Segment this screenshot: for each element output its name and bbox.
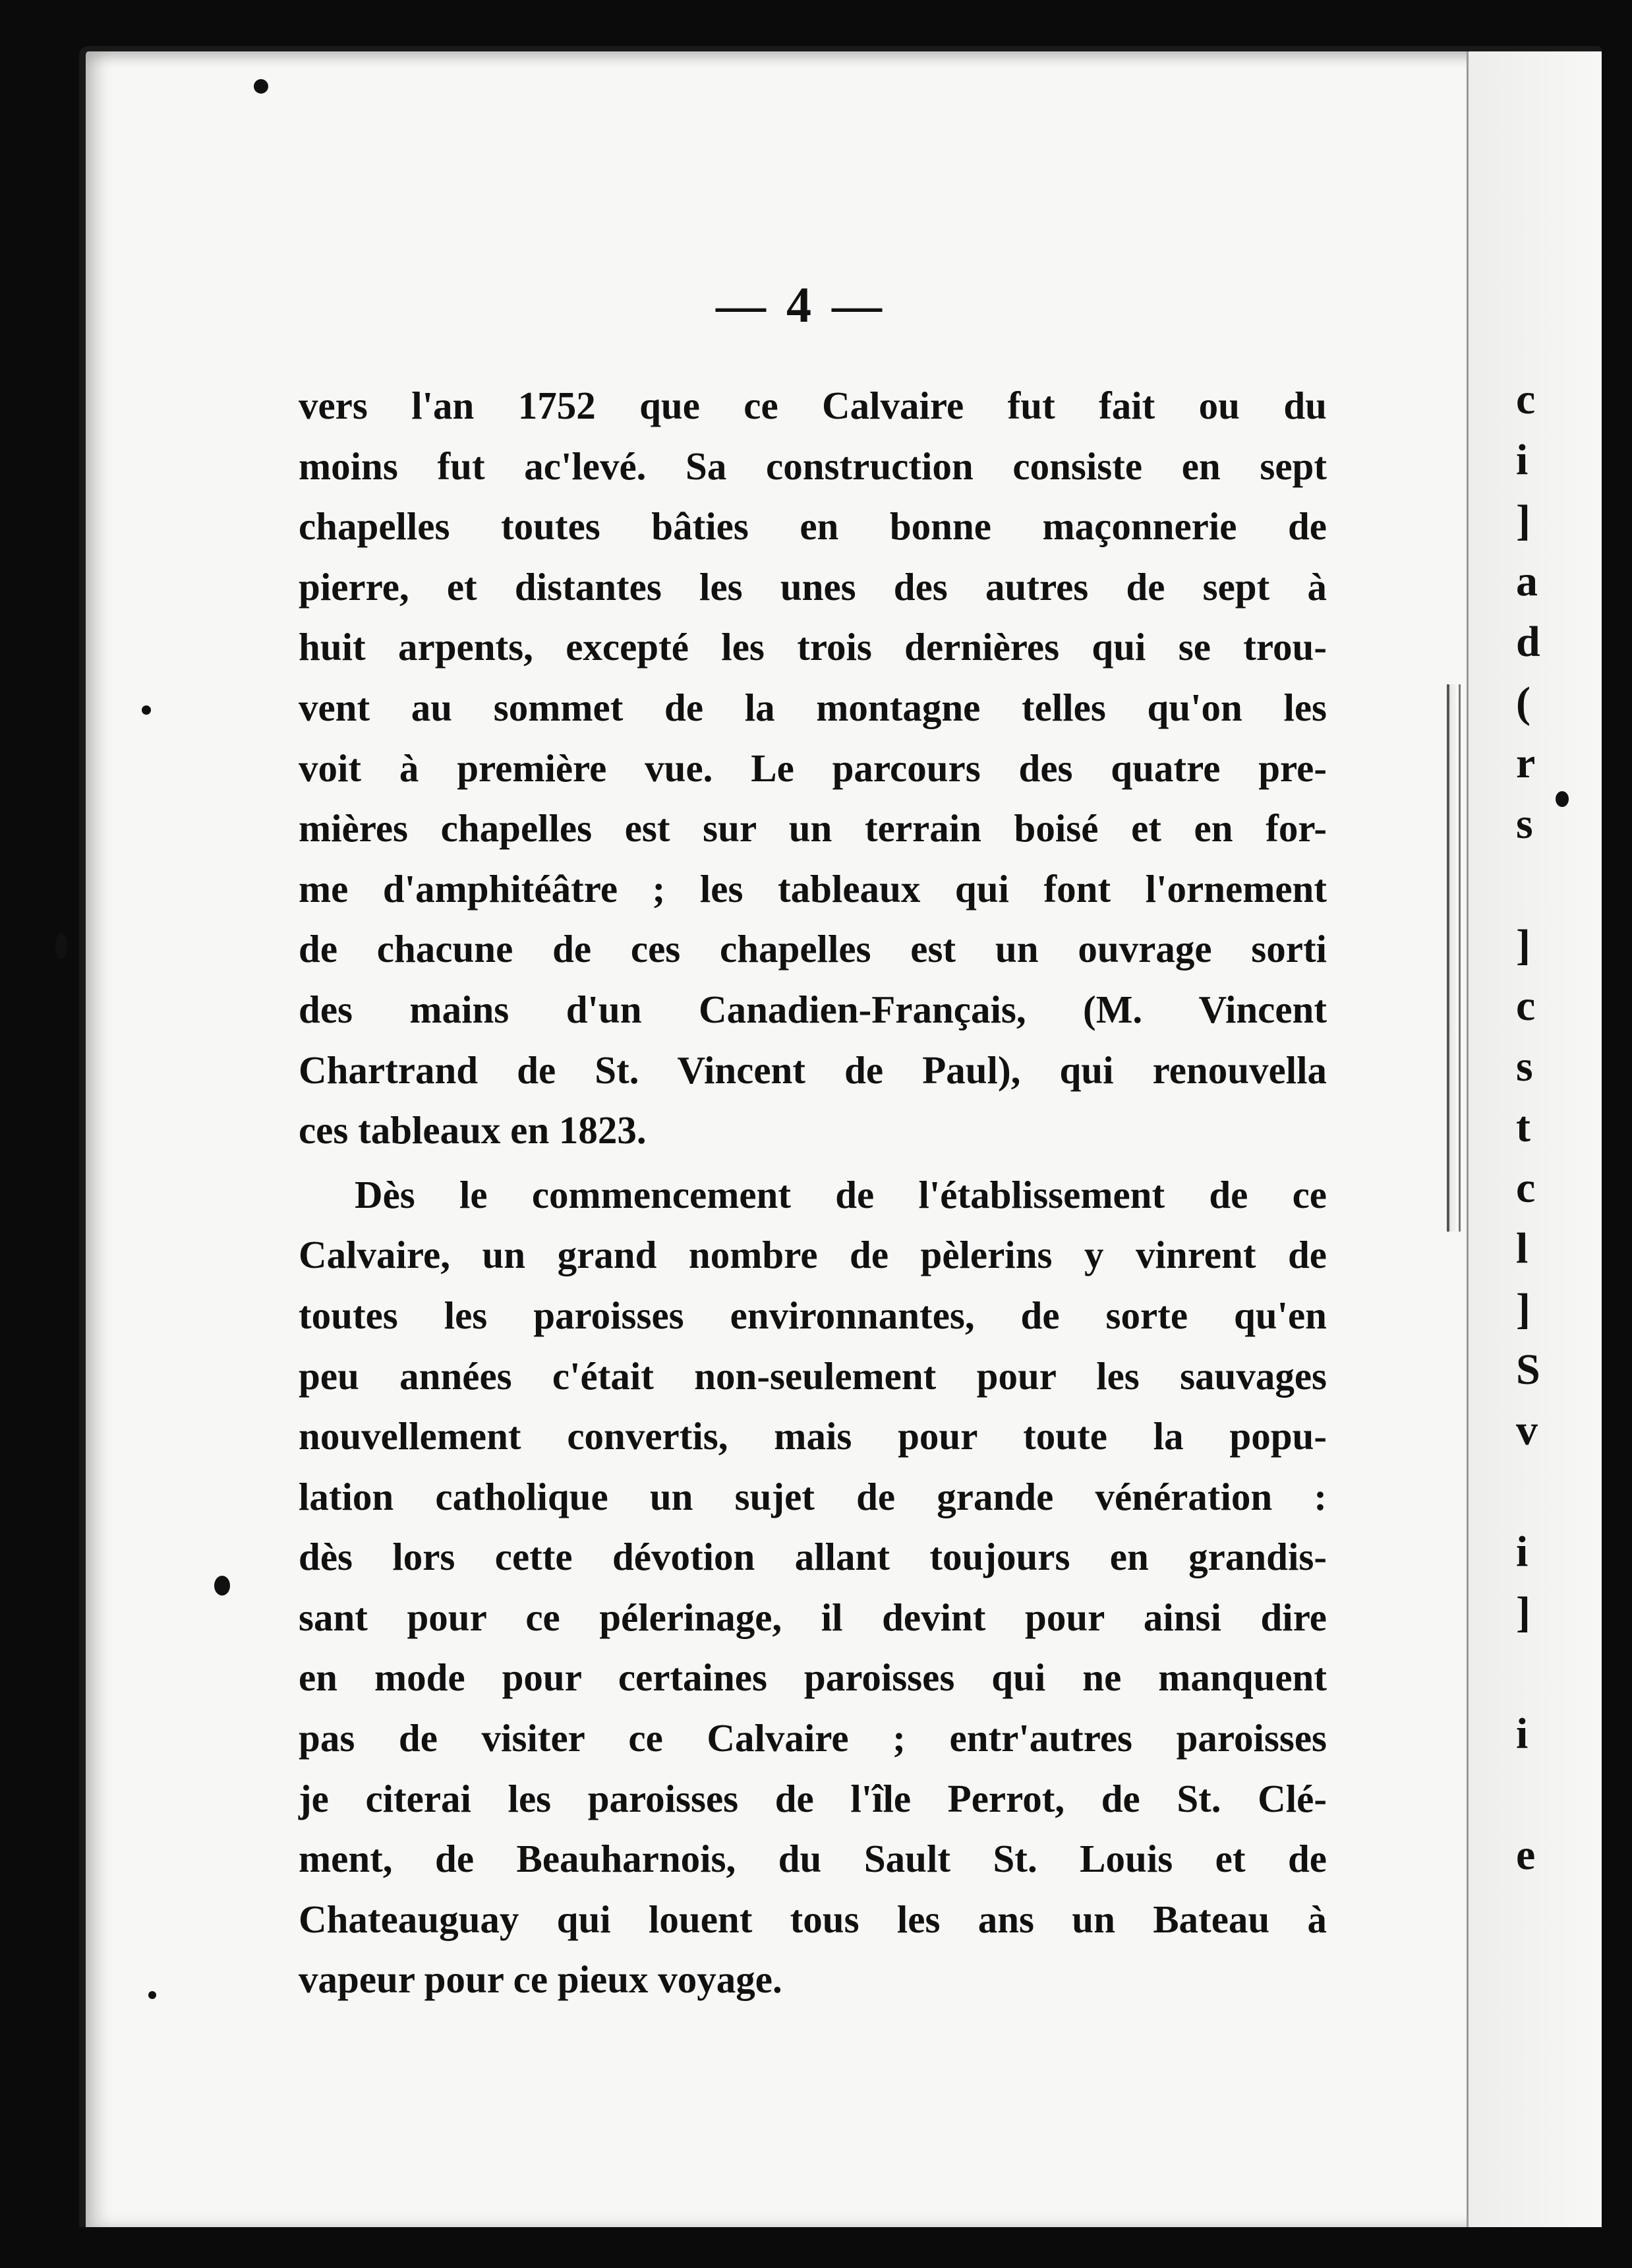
facing-page-letter: i xyxy=(1516,1710,1529,1758)
text-line: sant pour ce pélerinage, il devint pour ainsi dire xyxy=(299,1595,1327,1639)
text-line: Chateauguay qui louent tous les ans un Bateau à xyxy=(299,1897,1327,1941)
facing-page-letter: s xyxy=(1516,800,1533,848)
paragraph-1 xyxy=(299,376,1327,1161)
ink-speck xyxy=(1556,791,1569,807)
text-line: voit à première vue. Le parcours des quatre pre- xyxy=(299,746,1327,790)
page-fold-mark xyxy=(1447,684,1461,1232)
text-line: Calvaire, un grand nombre de pèlerins y vinrent de xyxy=(299,1233,1327,1277)
text-line: nouvellement convertis, mais pour toute la popu- xyxy=(299,1414,1327,1458)
facing-page-letter: i xyxy=(1516,1528,1529,1576)
ink-speck xyxy=(142,705,151,715)
facing-page-letter: l xyxy=(1516,1224,1529,1272)
facing-page-letter: i xyxy=(1516,436,1529,484)
text-line: Dès le commencement de l'établissement de ce xyxy=(355,1172,1327,1216)
text-line: huit arpents, excepté les trois dernières qui se trou- xyxy=(299,625,1327,669)
facing-page-letter: ( xyxy=(1516,678,1530,727)
paragraph-2 xyxy=(299,1165,1327,2010)
page-number: — 4 — xyxy=(716,278,886,333)
text-line: ment, de Beauharnois, du Sault St. Louis et de xyxy=(299,1837,1327,1881)
facing-page-letter xyxy=(1516,854,1615,915)
ink-speck xyxy=(214,1576,230,1596)
text-line: pierre, et distantes les unes des autres de sept à xyxy=(299,564,1327,609)
text-line: chapelles toutes bâties en bonne maçonnerie de xyxy=(299,504,1327,549)
facing-page-letter: a xyxy=(1516,557,1538,605)
text-line: pas de visiter ce Calvaire ; entr'autres paroisses xyxy=(299,1716,1327,1760)
facing-page-letter: ] xyxy=(1516,496,1530,545)
facing-page-letter xyxy=(1516,1643,1615,1704)
text-line: des mains d'un Canadien-Français, (M. Vincent xyxy=(299,987,1327,1031)
text-line: Chartrand de St. Vincent de Paul), qui renouvella xyxy=(299,1048,1327,1092)
body-text xyxy=(299,376,1327,2010)
text-line: peu années c'était non-seulement pour les sauvages xyxy=(299,1354,1327,1398)
facing-page-letters xyxy=(1516,369,1615,1886)
facing-page-letter xyxy=(1516,1764,1615,1825)
facing-page-letter: ] xyxy=(1516,1588,1530,1636)
text-line: me d'amphitéâtre ; les tableaux qui font l'ornement xyxy=(299,866,1327,910)
text-line: dès lors cette dévotion allant toujours en grandis- xyxy=(299,1535,1327,1579)
facing-page-letter: t xyxy=(1516,1103,1530,1151)
text-line: mières chapelles est sur un terrain boisé et en for- xyxy=(299,806,1327,850)
text-line: moins fut ac'levé. Sa construction consiste en sept xyxy=(299,444,1327,488)
ink-speck xyxy=(254,79,268,94)
text-line: vent au sommet de la montagne telles qu'on les xyxy=(299,685,1327,729)
facing-page-letter: ] xyxy=(1516,921,1530,969)
ink-speck xyxy=(148,1991,156,1999)
text-line: vapeur pour ce pieux voyage. xyxy=(299,1957,782,2002)
facing-page-letter: c xyxy=(1516,982,1536,1030)
facing-page-letter: e xyxy=(1516,1831,1536,1879)
text-line: en mode pour certaines paroisses qui ne manquent xyxy=(299,1656,1327,1700)
facing-page-letter xyxy=(1516,1461,1615,1522)
facing-page-letter: v xyxy=(1516,1406,1538,1454)
facing-page-letter: d xyxy=(1516,618,1540,666)
text-line: vers l'an 1752 que ce Calvaire fut fait ou du xyxy=(299,384,1327,427)
facing-page-letter: S xyxy=(1516,1346,1540,1394)
text-line: lation catholique un sujet de grande vénération : xyxy=(299,1474,1327,1518)
facing-page-letter: ] xyxy=(1516,1285,1530,1333)
text-line: ces tableaux en 1823. xyxy=(299,1108,647,1152)
text-line: de chacune de ces chapelles est un ouvrage sorti xyxy=(299,927,1327,971)
text-line: toutes les paroisses environnantes, de sorte qu'en xyxy=(299,1293,1327,1337)
facing-page-letter: c xyxy=(1516,1164,1536,1212)
text-line: je citerai les paroisses de l'île Perrot, de St. Clé- xyxy=(299,1776,1327,1820)
facing-page-letter: s xyxy=(1516,1042,1533,1090)
ink-speck xyxy=(55,933,67,959)
facing-page-letter: r xyxy=(1516,739,1536,787)
facing-page-letter: c xyxy=(1516,375,1536,423)
